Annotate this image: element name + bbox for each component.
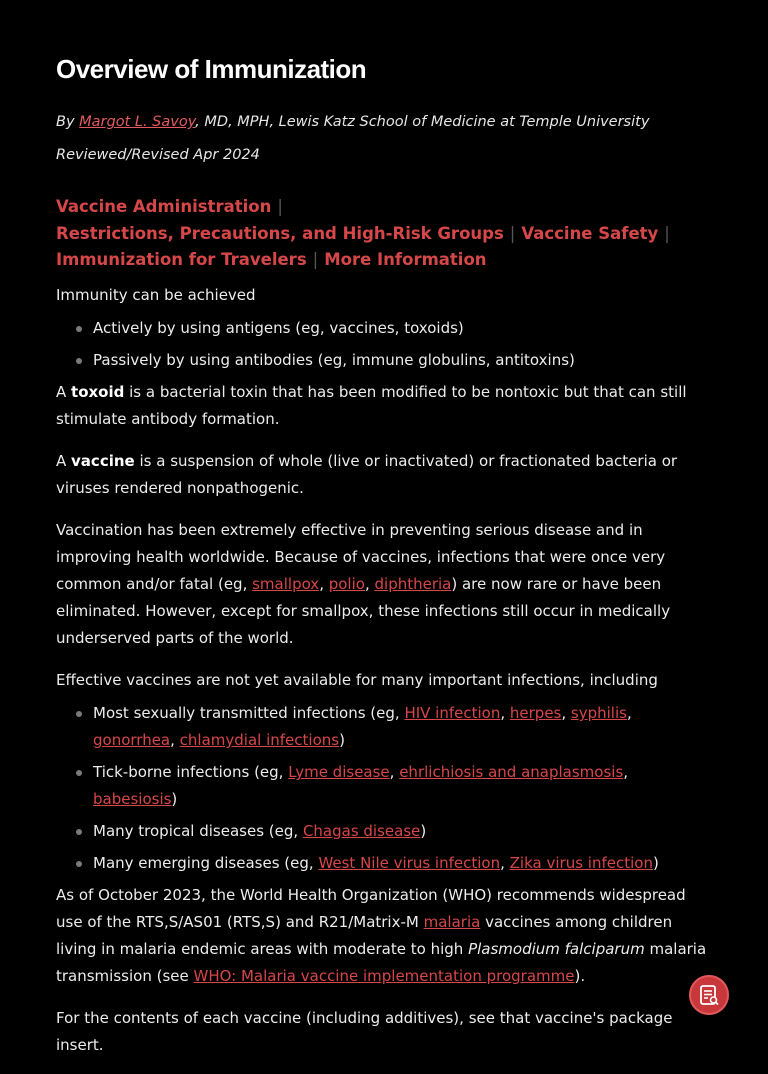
document-search-icon <box>696 982 722 1008</box>
floating-action-button[interactable] <box>689 975 729 1015</box>
link-gonorrhea[interactable]: gonorrhea <box>93 731 171 749</box>
list-item: Actively by using antigens (eg, vaccines, toxoids) <box>93 315 716 342</box>
list-item-emerging: Many emerging diseases (eg, West Nile virus infection, Zika virus infection) <box>93 850 716 877</box>
article-body <box>56 282 716 1074</box>
link-diphtheria[interactable]: diphtheria <box>374 575 452 593</box>
page-title: Overview of Immunization <box>56 54 367 84</box>
link-polio[interactable]: polio <box>328 575 365 593</box>
link-chlamydial-infections[interactable]: chlamydial infections <box>179 731 340 749</box>
link-smallpox[interactable]: smallpox <box>252 575 320 593</box>
list-item-tropical: Many tropical diseases (eg, Chagas disease) <box>93 818 716 845</box>
toc-separator: | <box>509 223 516 243</box>
byline-prefix: By <box>56 114 80 130</box>
byline-credentials: , MD, MPH, Lewis Katz School of Medicine at Temple University <box>195 114 650 130</box>
link-malaria[interactable]: malaria <box>423 913 481 931</box>
toc-link-restrictions-precautions[interactable]: Restrictions, Precautions, and High-Risk Groups <box>56 223 504 243</box>
link-lyme-disease[interactable]: Lyme disease <box>288 763 390 781</box>
toc-link-vaccine-administration[interactable]: Vaccine Administration <box>56 197 272 216</box>
effectiveness-paragraph: Vaccination has been extremely effective in preventing serious disease and in improving health worldwide. Because of vaccines, infections that were once very common and/or fatal (eg, smallpox, polio, diphtheria) are now rare or have been eliminated. However, except for smallpox, these infections still occur in medically underserved parts of the world. <box>56 521 671 647</box>
toc-link-immunization-travelers[interactable]: Immunization for Travelers <box>56 250 307 269</box>
vaccine-definition: A vaccine is a suspension of whole (live or inactivated) or fractionated bacteria or viruses rendered nonpathogenic. <box>56 452 678 497</box>
section-navigation <box>56 194 716 274</box>
package-insert-note: For the contents of each vaccine (including additives), see that vaccine's package insert. <box>56 1009 673 1054</box>
toc-separator: | <box>312 250 319 269</box>
not-available-intro: Effective vaccines are not yet available for many important infections, including <box>56 671 658 689</box>
link-babesiosis[interactable]: babesiosis <box>93 790 172 808</box>
list-item-sti: Most sexually transmitted infections (eg, HIV infection, herpes, syphilis, gonorrhea, chlamydial infections) <box>93 700 716 754</box>
author-link[interactable]: Margot L. Savoy <box>79 114 196 130</box>
toc-link-vaccine-safety[interactable]: Vaccine Safety <box>521 223 659 243</box>
unavailable-vaccines-list <box>56 700 716 877</box>
link-chagas-disease[interactable]: Chagas disease <box>302 822 421 840</box>
link-who-malaria-programme[interactable]: WHO: Malaria vaccine implementation programme <box>193 967 575 985</box>
link-zika-virus[interactable]: Zika virus infection <box>509 854 653 872</box>
link-herpes[interactable]: herpes <box>509 704 562 722</box>
list-item-tick-borne: Tick-borne infections (eg, Lyme disease, ehrlichiosis and anaplasmosis, babesiosis) <box>93 759 716 813</box>
link-ehrlichiosis-anaplasmosis[interactable]: ehrlichiosis and anaplasmosis <box>399 763 624 781</box>
link-hiv-infection[interactable]: HIV infection <box>404 704 501 722</box>
toc-separator: | <box>277 197 283 216</box>
link-west-nile-virus[interactable]: West Nile virus infection <box>318 854 501 872</box>
toc-separator: | <box>664 223 670 243</box>
toc-link-more-information[interactable]: More Information <box>324 250 487 269</box>
toxoid-definition: A toxoid is a bacterial toxin that has been modified to be nontoxic but that can still stimulate antibody formation. <box>56 383 687 428</box>
term-toxoid: toxoid <box>71 383 125 401</box>
list-item: Passively by using antibodies (eg, immune globulins, antitoxins) <box>93 347 716 374</box>
byline <box>56 109 649 136</box>
who-malaria-paragraph: As of October 2023, the World Health Organization (WHO) recommends widespread use of the RTS,S/AS01 (RTS,S) and R21/Matrix-M malaria vaccines among children living in malaria endemic areas with moderate to high Plasmodium falciparum malaria transmission (see WHO: Malaria vaccine implementation programme). <box>56 886 707 985</box>
term-vaccine: vaccine <box>71 452 135 470</box>
species-name: Plasmodium falciparum <box>468 940 645 958</box>
immunity-list <box>56 315 716 374</box>
immunity-intro: Immunity can be achieved <box>56 286 256 304</box>
review-date: Reviewed/Revised Apr 2024 <box>56 147 260 163</box>
link-syphilis[interactable]: syphilis <box>570 704 627 722</box>
